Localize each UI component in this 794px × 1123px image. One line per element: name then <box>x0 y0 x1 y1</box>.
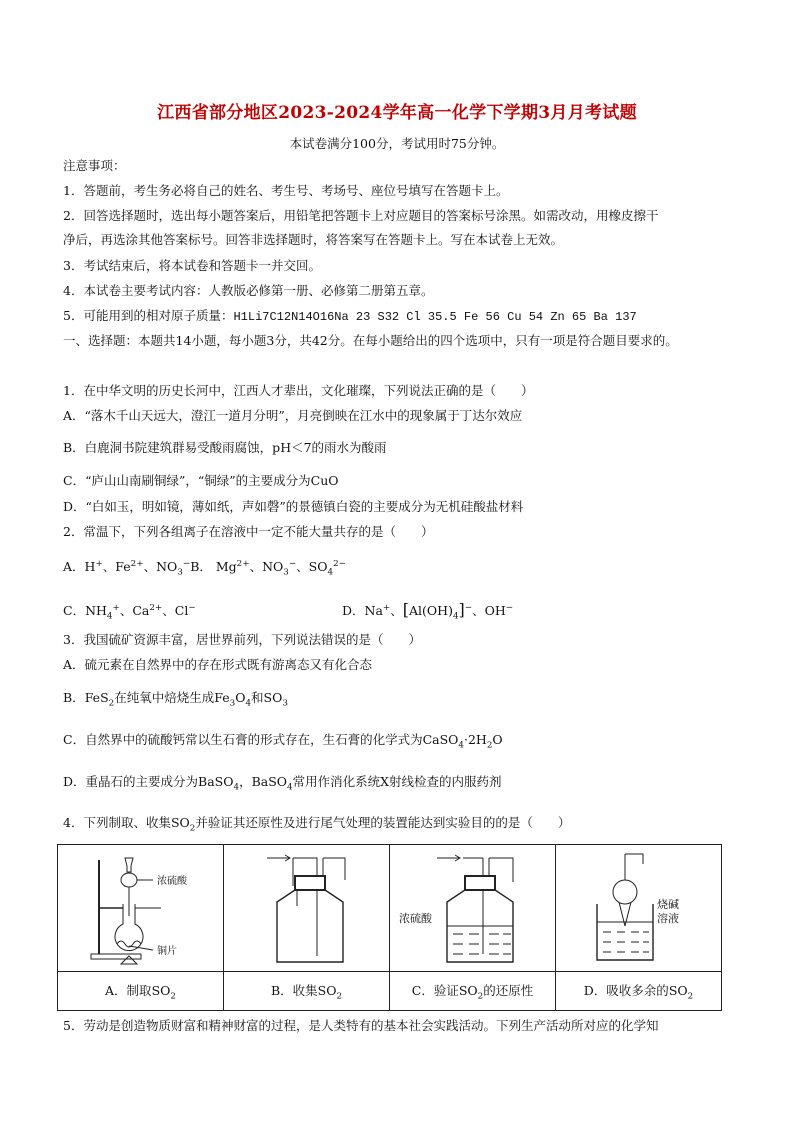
apparatus-a-label-copper: 铜片 <box>156 946 177 957</box>
q3-option-b: B．FeS$_2$在纯氧中焙烧生成$Fe_3O_4$和$SO_3$ <box>63 690 288 709</box>
apparatus-d-cell <box>556 845 722 972</box>
q3-c-prefix: C．自然界中的硫酸钙常以生石膏的形式存在，生石膏的化学式为 <box>63 732 423 747</box>
note-1: 1．答题前，考生务必将自己的姓名、考生号、考场号、座位号填写在答题卡上。 <box>63 183 509 198</box>
apparatus-b-cell <box>224 845 390 972</box>
note-2a: 2．回答选择题时，选出每小题答案后，用铅笔把答题卡上对应题目的答案标号涂黑。如需改动，用橡皮擦干 <box>63 208 659 223</box>
apparatus-d-label-solution: 溶液 <box>656 912 679 925</box>
q1-stem: 1．在中华文明的历史长河中，江西人才辈出，文化璀璨，下列说法正确的是（ ） <box>63 383 534 398</box>
q4-stem: 4．下列制取、收集$SO_2$并验证其还原性及进行尾气处理的装置能达到实验目的的是（ ） <box>63 815 571 834</box>
q1-option-d: D．“白如玉，明如镜，薄如纸，声如磬”的景德镇白瓷的主要成分为无机硅酸盐材料 <box>63 499 524 514</box>
q2-option-c: C．$NH_4^+$、$Ca^{2+}$、Cl− <box>63 603 196 622</box>
note-4: 4．本试卷主要考试内容：人教版必修第一册、必修第二册第五章。 <box>63 283 434 298</box>
caption-c-text: C．验证 <box>411 982 459 998</box>
note-5 <box>63 308 637 325</box>
apparatus-c-label-acid: 浓硫酸 <box>398 912 432 925</box>
notes-heading: 注意事项： <box>63 158 126 173</box>
q3-option-c: C．自然界中的硫酸钙常以生石膏的形式存在，生石膏的化学式为$CaSO_4\cdot 2H_2O$ <box>63 732 503 751</box>
caption-a-text: A．制取 <box>105 982 152 998</box>
q3-option-a: A．硫元素在自然界中的存在形式既有游离态又有化合态 <box>63 657 373 672</box>
exam-title: 江西省部分地区2023-2024学年高一化学下学期3月月考试题 <box>157 103 637 123</box>
apparatus-d-label-base: 烧碱 <box>656 898 679 911</box>
funnel-absorber-icon <box>559 846 719 966</box>
note-2b: 净后，再选涂其他答案标号。回答非选择题时，将答案写在答题卡上。写在本试卷上无效。 <box>63 232 564 247</box>
q3-b-prefix: B． <box>63 690 85 705</box>
caption-d-text: D．吸收多余的 <box>583 982 669 998</box>
caption-c-suffix: 的还原性 <box>483 982 534 998</box>
apparatus-table <box>57 844 722 1011</box>
note-3: 3．考试结束后，将本试卷和答题卡一并交回。 <box>63 258 321 273</box>
q2-option-d: D．Na+、$[Al(OH)_4]^-$、OH− <box>342 600 514 622</box>
q4-stem-prefix: 4．下列制取、收集 <box>63 815 171 830</box>
q3-d-suffix: 常用作消化系统X射线检查的内服药剂 <box>292 774 502 789</box>
note-5-prefix: 5．可能用到的相对原子质量： <box>63 308 234 323</box>
copper-flask-apparatus-icon <box>61 846 221 966</box>
q2-d-label: D． <box>342 603 365 619</box>
q2-option-ab: A．H+、$Fe^{2+}$、$NO_3^-B$． $Mg^{2+}$、$NO_3^-$、$SO_4^{2-}$ <box>63 559 346 578</box>
q2-b-label: B． <box>190 559 212 575</box>
q3-d-prefix: D．重晶石的主要成分为 <box>63 774 199 789</box>
q1-option-b: B．白鹿洞书院建筑群易受酸雨腐蚀，pH＜7的雨水为酸雨 <box>63 440 387 455</box>
wash-bottle-acid-icon <box>393 846 553 966</box>
apparatus-c-cell <box>390 845 556 972</box>
caption-b-text: B．收集 <box>270 982 318 998</box>
q3-option-d: D．重晶石的主要成分为BaSO$_4$，BaSO$_4$常用作消化系统X射线检查的内服药剂 <box>63 774 502 793</box>
q2-c-label: C． <box>63 603 86 619</box>
q4-stem-suffix: 并验证其还原性及进行尾气处理的装置能达到实验目的的是（ ） <box>195 815 571 830</box>
caption-d: D．吸收多余的$SO_2$ <box>556 972 722 1011</box>
gas-collection-bottle-icon <box>227 846 387 966</box>
apparatus-a-label-acid: 浓硫酸 <box>156 876 187 887</box>
caption-c: C．验证$SO_2$的还原性 <box>390 972 556 1011</box>
q2-a-label: A． <box>63 559 85 575</box>
q1-option-c: C．“庐山山南刷铜绿”，“铜绿”的主要成分为CuO <box>63 473 339 488</box>
q3-stem: 3．我国硫矿资源丰富，居世界前列，下列说法错误的是（ ） <box>63 632 421 647</box>
q5-stem: 5．劳动是创造物质财富和精神财富的过程，是人类特有的基本社会实践活动。下列生产活动所对应的化学知 <box>63 1018 659 1033</box>
q3-b-middle: 在纯氧中焙烧生成 <box>114 690 215 705</box>
caption-a: A．制取$SO_2$ <box>58 972 224 1011</box>
q2-stem: 2．常温下，下列各组离子在溶液中一定不能大量共存的是（ ） <box>63 524 434 539</box>
atomic-masses: H1Li7C12N14O16Na 23 S32 Cl 35.5 Fe 56 Cu 54 Zn 65 Ba 137 <box>233 310 637 324</box>
section-1-heading: 一、选择题：本题共14小题，每小题3分，共42分。在每小题给出的四个选项中，只有一项是符合题目要求的。 <box>63 333 678 348</box>
caption-b: B．收集$SO_2$ <box>224 972 390 1011</box>
exam-subtitle: 本试卷满分100分，考试用时75分钟。 <box>289 136 505 151</box>
apparatus-a-cell <box>58 845 224 972</box>
q3-b-and: 和 <box>251 690 264 705</box>
q1-option-a: A．“落木千山天远大，澄江一道月分明”，月亮倒映在江水中的现象属于丁达尔效应 <box>63 408 523 423</box>
